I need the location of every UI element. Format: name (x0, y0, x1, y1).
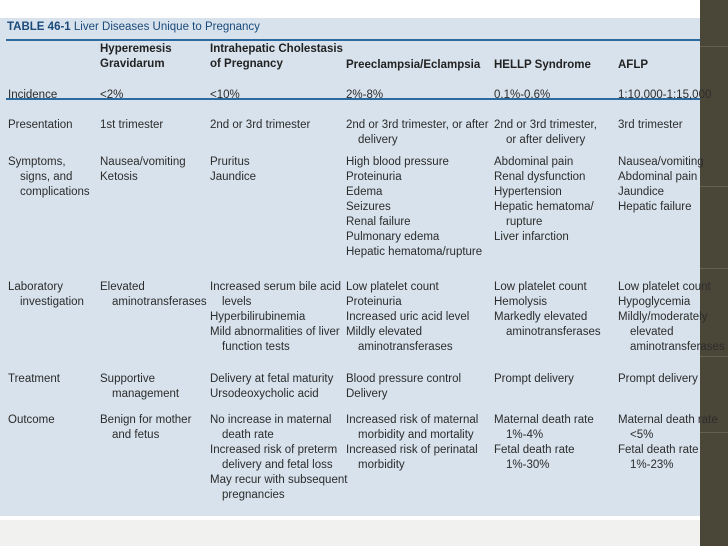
side-bar-divider (700, 186, 728, 187)
table-cell (210, 280, 341, 355)
cell-line: morbidity (358, 459, 405, 471)
column-header-3: Preeclampsia/Eclampsia (346, 59, 481, 71)
cell-line: 1st trimester (100, 119, 164, 131)
cell-line: High blood pressure (346, 156, 449, 168)
cell-line: 2nd or 3rd trimester (210, 119, 311, 131)
cell-line: aminotransferases (506, 326, 601, 338)
table-cell (346, 372, 461, 402)
table-cell (210, 88, 240, 103)
cell-line: or after delivery (506, 134, 586, 146)
table-cell (494, 118, 597, 148)
column-header-1 (100, 42, 172, 72)
row-label-line: Laboratory (8, 281, 63, 293)
cell-line: death rate (222, 429, 274, 441)
table-cell (618, 118, 683, 133)
cell-line: Proteinuria (346, 296, 402, 308)
column-header-5: AFLP (618, 59, 649, 71)
row-label (8, 88, 57, 103)
slide-bottom-strip (0, 520, 700, 546)
cell-line: 1%-23% (630, 459, 674, 471)
column-header-line: of Pregnancy (210, 58, 283, 70)
row-label (8, 118, 73, 133)
cell-line: Elevated (100, 281, 145, 293)
cell-line: Hemolysis (494, 296, 548, 308)
cell-line: Increased risk of perinatal (346, 444, 478, 456)
cell-line: Benign for mother (100, 414, 192, 426)
cell-line: Hypertension (494, 186, 562, 198)
cell-line: Seizures (346, 201, 391, 213)
table-title (7, 21, 260, 33)
cell-line: Hepatic hematoma/rupture (346, 246, 483, 258)
cell-line: 2%-8% (346, 89, 384, 101)
column-header-line: Hyperemesis (100, 43, 172, 55)
cell-line: Nausea/vomiting (618, 156, 704, 168)
table-cell (346, 118, 489, 148)
cell-line: Proteinuria (346, 171, 402, 183)
table-cell (618, 280, 725, 355)
table-cell (100, 280, 207, 310)
cell-line: aminotransferases (630, 341, 725, 353)
cell-line: <5% (630, 429, 654, 441)
cell-line: 1%-30% (506, 459, 550, 471)
cell-line: Low platelet count (494, 281, 587, 293)
cell-line: 0.1%-0.6% (494, 89, 551, 101)
cell-line: aminotransferases (112, 296, 207, 308)
cell-line: Ursodeoxycholic acid (210, 388, 319, 400)
row-label (8, 155, 90, 200)
liver-diseases-table (0, 18, 725, 516)
cell-line: Maternal death rate (494, 414, 594, 426)
table-cell (618, 88, 711, 103)
cell-line: 2nd or 3rd trimester, (494, 119, 597, 131)
cell-line: Low platelet count (618, 281, 711, 293)
cell-line: elevated (630, 326, 674, 338)
cell-line: Renal dysfunction (494, 171, 586, 183)
table-cell (494, 88, 550, 103)
cell-line: Hepatic hematoma/ (494, 201, 594, 213)
table-cell (100, 88, 123, 103)
table-cell (210, 118, 310, 133)
cell-line: No increase in maternal (210, 414, 332, 426)
cell-line: Fetal death rate (494, 444, 575, 456)
table-cell (494, 155, 594, 245)
cell-line: Hepatic failure (618, 201, 692, 213)
cell-line: 1:10,000-1:15,000 (618, 89, 712, 101)
cell-line: Increased uric acid level (346, 311, 470, 323)
side-bar-divider (700, 356, 728, 357)
cell-line: May recur with subsequent (210, 474, 348, 486)
table-cell (346, 280, 469, 355)
cell-line: morbidity and mortality (358, 429, 474, 441)
row-label-line: complications (20, 186, 90, 198)
cell-line: Maternal death rate (618, 414, 718, 426)
row-label-line: Symptoms, (8, 156, 66, 168)
row-label-line: Outcome (8, 414, 55, 426)
cell-line: Prompt delivery (618, 373, 698, 385)
cell-line: aminotransferases (358, 341, 453, 353)
cell-line: Increased risk of preterm (210, 444, 338, 456)
table-cell (618, 372, 698, 387)
row-label-line: signs, and (20, 171, 73, 183)
cell-line: Fetal death rate (618, 444, 699, 456)
cell-line: Mild abnormalities of liver (210, 326, 340, 338)
column-header-line: Gravidarum (100, 58, 165, 70)
table-cell (618, 413, 718, 473)
cell-line: 3rd trimester (618, 119, 683, 131)
cell-line: Hypoglycemia (618, 296, 691, 308)
cell-line: Abdominal pain (494, 156, 574, 168)
table-cell (210, 372, 333, 402)
cell-line: Abdominal pain (618, 171, 698, 183)
cell-line: Jaundice (618, 186, 665, 198)
cell-line: Mildly elevated (346, 326, 423, 338)
cell-line: delivery and fetal loss (222, 459, 333, 471)
row-label-line: investigation (20, 296, 84, 308)
table-cell (100, 413, 191, 443)
cell-line: Delivery (346, 388, 388, 400)
cell-line: 1%-4% (506, 429, 544, 441)
table-cell (346, 155, 482, 260)
cell-line: <2% (100, 89, 124, 101)
table-cell (618, 155, 704, 215)
side-bar-divider (700, 268, 728, 269)
cell-line: Ketosis (100, 171, 138, 183)
row-label (8, 413, 55, 428)
cell-line: delivery (358, 134, 398, 146)
cell-line: Blood pressure control (346, 373, 462, 385)
table-cell (100, 155, 186, 185)
cell-line: Hyperbilirubinemia (210, 311, 306, 323)
table-cell (494, 372, 574, 387)
cell-line: function tests (222, 341, 290, 353)
table-top-rule (6, 39, 700, 41)
cell-line: management (112, 388, 180, 400)
row-label-line: Presentation (8, 119, 73, 131)
cell-line: levels (222, 296, 252, 308)
cell-line: Liver infarction (494, 231, 569, 243)
table-cell (346, 88, 383, 103)
cell-line: pregnancies (222, 489, 285, 501)
row-label-line: Treatment (8, 373, 60, 385)
table-cell (346, 413, 478, 473)
table-cell (494, 280, 601, 340)
cell-line: <10% (210, 89, 240, 101)
table-number: TABLE 46-1 (7, 21, 71, 33)
cell-line: Increased serum bile acid (210, 281, 342, 293)
table-cell (210, 155, 256, 185)
cell-line: and fetus (112, 429, 160, 441)
column-header-line: Intrahepatic Cholestasis (210, 43, 343, 55)
cell-line: Low platelet count (346, 281, 439, 293)
cell-line: Mildly/moderately (618, 311, 708, 323)
table-cell (100, 372, 179, 402)
cell-line: Delivery at fetal maturity (210, 373, 334, 385)
cell-line: Increased risk of maternal (346, 414, 479, 426)
row-label-line: Incidence (8, 89, 58, 101)
cell-line: Jaundice (210, 171, 257, 183)
table-cell (494, 413, 594, 473)
cell-line: Edema (346, 186, 383, 198)
row-label (8, 280, 84, 310)
cell-line: rupture (506, 216, 543, 228)
side-bar-divider (700, 46, 728, 47)
cell-line: Pulmonary edema (346, 231, 440, 243)
cell-line: Markedly elevated (494, 311, 588, 323)
cell-line: 2nd or 3rd trimester, or after (346, 119, 489, 131)
row-label (8, 372, 60, 387)
cell-line: Pruritus (210, 156, 250, 168)
table-caption: Liver Diseases Unique to Pregnancy (73, 21, 260, 33)
table-cell (100, 118, 163, 133)
cell-line: Supportive (100, 373, 155, 385)
cell-line: Nausea/vomiting (100, 156, 186, 168)
cell-line: Renal failure (346, 216, 411, 228)
column-header-4: HELLP Syndrome (494, 59, 591, 71)
cell-line: Prompt delivery (494, 373, 574, 385)
column-header-2 (210, 42, 343, 72)
table-cell (210, 413, 347, 503)
